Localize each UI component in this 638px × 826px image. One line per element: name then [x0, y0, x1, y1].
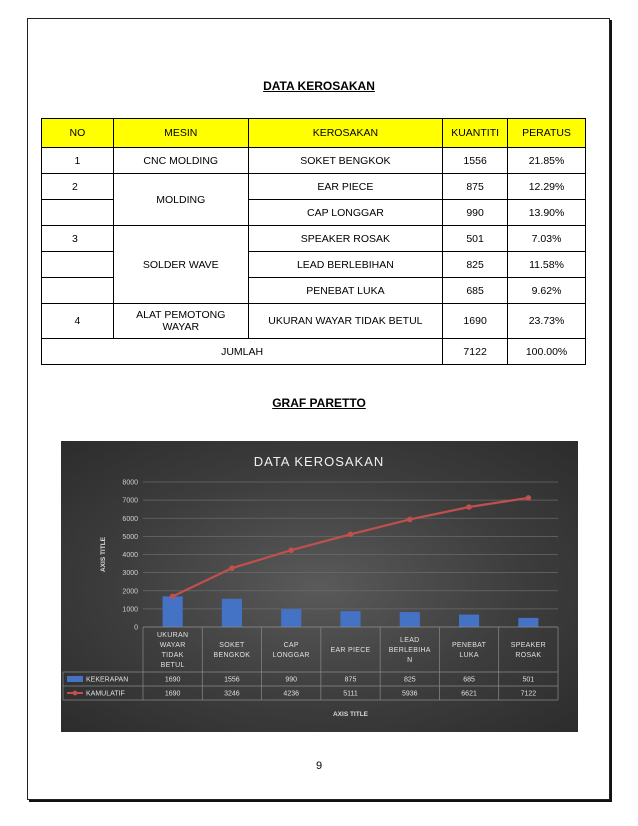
total-peratus: 100.00%: [508, 339, 586, 365]
y-tick-label: 1000: [122, 606, 138, 614]
header-kerosakan: KEROSAKAN: [248, 119, 442, 148]
cumulative-point: [526, 495, 532, 501]
cell-kuantiti: 1690: [443, 304, 508, 339]
legend-key-point: [73, 691, 78, 696]
table-header-row: [42, 119, 586, 148]
cell-no: 4: [42, 304, 114, 339]
data-table-value: 5936: [401, 690, 418, 698]
cell-kuantiti: 1556: [443, 148, 508, 174]
legend-series-name: KAMULATIF: [86, 690, 125, 698]
y-tick-label: 4000: [122, 552, 138, 559]
cell-kerosakan: SPEAKER ROSAK: [248, 226, 442, 252]
x-category-label: WAYAR: [159, 642, 186, 649]
table-row: [42, 174, 586, 200]
cell-no: [42, 278, 114, 304]
data-table-value: 825: [403, 676, 416, 684]
data-table-value: 875: [344, 676, 357, 684]
cell-peratus: 7.03%: [508, 226, 586, 252]
x-category-label: EAR PIECE: [330, 647, 371, 654]
x-category-label: ROSAK: [515, 652, 542, 659]
data-table-value: 5111: [343, 690, 358, 698]
data-table-value: 1690: [164, 676, 181, 684]
data-table-value: 990: [285, 676, 298, 684]
bar: [459, 615, 479, 627]
x-category-label: N: [407, 657, 413, 664]
header-kuantiti: KUANTITI: [443, 119, 508, 148]
table-total-row: [42, 339, 586, 365]
cell-no: 2: [42, 174, 114, 200]
cell-peratus: 9.62%: [508, 278, 586, 304]
cell-kerosakan: PENEBAT LUKA: [248, 278, 442, 304]
legend-series-name: KEKERAPAN: [86, 676, 129, 684]
bar: [400, 612, 420, 627]
total-kuantiti: 7122: [443, 339, 508, 365]
cell-kerosakan: EAR PIECE: [248, 174, 442, 200]
data-table-value: 6621: [461, 690, 477, 698]
cumulative-point: [288, 547, 294, 553]
chart-title: DATA KEROSAKAN: [253, 454, 385, 469]
header-no: NO: [42, 119, 114, 148]
y-tick-label: 5000: [122, 533, 138, 541]
cell-kerosakan: LEAD BERLEBIHAN: [248, 252, 442, 278]
cell-no: 1: [42, 148, 114, 174]
cell-peratus: 13.90%: [508, 200, 586, 226]
x-category-label: SPEAKER: [510, 642, 546, 649]
total-label: JUMLAH: [42, 339, 443, 365]
x-category-label: PENEBAT: [451, 642, 487, 649]
cell-kerosakan: CAP LONGGAR: [248, 200, 442, 226]
x-category-label: SOKET: [219, 642, 245, 649]
cell-peratus: 11.58%: [508, 252, 586, 278]
cumulative-point: [229, 565, 235, 571]
data-table-value: 1690: [164, 690, 181, 698]
cumulative-point: [466, 504, 472, 510]
cell-no: [42, 252, 114, 278]
y-tick-label: 6000: [122, 515, 138, 523]
x-category-label: LEAD: [400, 637, 420, 644]
bar: [163, 596, 183, 627]
cell-mesin: CNC MOLDING: [113, 148, 248, 174]
header-mesin: MESIN: [113, 119, 248, 148]
cell-no: 3: [42, 226, 114, 252]
pareto-chart: [61, 441, 578, 732]
x-axis-title: AXIS TITLE: [332, 711, 369, 718]
table-row: [42, 148, 586, 174]
data-table-value: 685: [463, 676, 475, 684]
cumulative-point: [170, 594, 176, 600]
page-number: 9: [315, 760, 323, 772]
y-tick-label: 3000: [122, 570, 138, 578]
bar: [281, 609, 301, 627]
y-tick-label: 2000: [122, 588, 138, 596]
cell-kerosakan: UKURAN WAYAR TIDAK BETUL: [248, 304, 442, 339]
cell-peratus: 12.29%: [508, 174, 586, 200]
x-category-label: LONGGAR: [272, 652, 310, 659]
header-peratus: PERATUS: [508, 119, 586, 148]
bar: [222, 599, 242, 627]
cell-kuantiti: 501: [443, 226, 508, 252]
data-table-value: 501: [522, 676, 535, 684]
cell-mesin: ALAT PEMOTONG WAYAR: [113, 304, 248, 339]
cell-kuantiti: 875: [443, 174, 508, 200]
cell-peratus: 21.85%: [508, 148, 586, 174]
cell-kerosakan: SOKET BENGKOK: [248, 148, 442, 174]
x-category-label: BENGKOK: [213, 652, 251, 659]
y-tick-label: 7000: [122, 497, 138, 505]
cell-kuantiti: 685: [443, 278, 508, 304]
cumulative-line: [173, 498, 529, 596]
cell-mesin: SOLDER WAVE: [113, 226, 248, 304]
bar: [518, 618, 538, 627]
bar: [340, 611, 360, 627]
kerosakan-table: [41, 118, 586, 365]
y-axis-title: AXIS TITLE: [100, 536, 107, 573]
legend-key-bar: [67, 676, 83, 682]
cumulative-point: [407, 517, 413, 523]
x-category-label: BERLEBIHA: [388, 647, 431, 654]
cell-mesin: MOLDING: [113, 174, 248, 226]
table-row: [42, 226, 586, 252]
y-tick-label: 8000: [122, 479, 138, 487]
page-heading: DATA KEROSAKAN: [263, 79, 375, 93]
x-category-label: UKURAN: [156, 632, 189, 639]
cell-no: [42, 200, 114, 226]
cell-kuantiti: 990: [443, 200, 508, 226]
data-table-value: 4236: [283, 690, 300, 698]
x-category-label: LUKA: [459, 652, 479, 659]
data-table-value: 7122: [520, 690, 537, 698]
x-category-label: BETUL: [160, 662, 185, 669]
data-table-value: 3246: [224, 690, 240, 698]
graph-heading: GRAF PARETTO: [272, 396, 366, 410]
cell-peratus: 23.73%: [508, 304, 586, 339]
cell-kuantiti: 825: [443, 252, 508, 278]
y-tick-label: 0: [134, 624, 138, 632]
chart-svg: [61, 441, 578, 732]
x-category-label: CAP: [283, 642, 299, 649]
cumulative-point: [348, 532, 354, 538]
data-table-value: 1556: [224, 676, 240, 684]
x-category-label: TIDAK: [161, 652, 184, 659]
table-row: [42, 304, 586, 339]
